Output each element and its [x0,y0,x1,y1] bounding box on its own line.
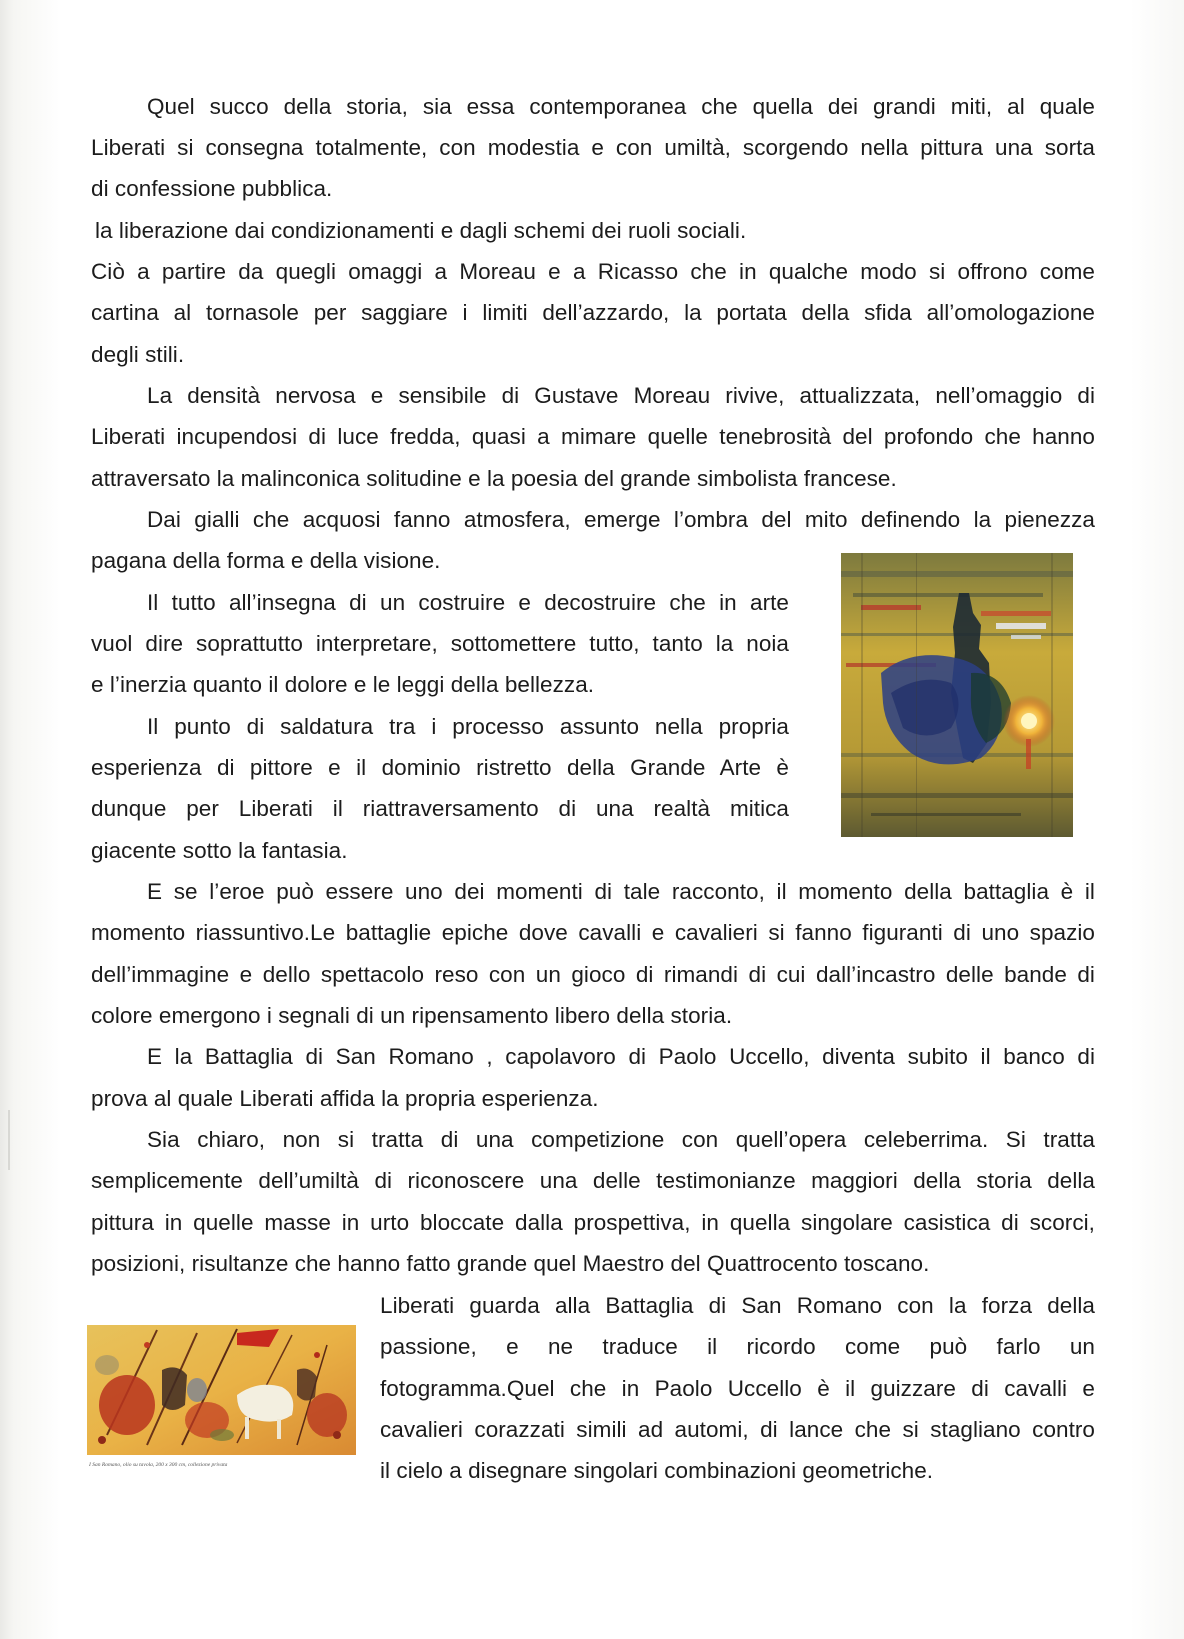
text-line-32: fotogramma.Quel che in Paolo Uccello è il guizzare di cavalli e [380,1376,1095,1401]
moreau-homage-painting [841,553,1073,837]
text-line-26: Sia chiaro, non si tratta di una competizione con quell’opera celeberrima. Si tratta [147,1127,1095,1152]
text-line-5: Ciò a partire da quegli omaggi a Moreau e a Ricasso che in qualche modo si offrono come [91,259,1095,284]
text-line-8: La densità nervosa e sensibile di Gustave Moreau rivive, attualizzata, nell’omaggio di [147,383,1095,408]
text-line-16: Il punto di saldatura tra i processo assunto nella propria [147,714,789,739]
text-line-28: pittura in quelle masse in urto bloccate dalla prospettiva, in quella singolare casistica di scorci, [91,1210,1095,1235]
text-line-11: Dai gialli che acquosi fanno atmosfera, emerge l’ombra del mito definendo la pienezza [147,507,1095,532]
text-line-3: di confessione pubblica. [91,176,333,201]
text-line-12: pagana della forma e della visione. [91,548,441,573]
text-line-15: e l’inerzia quanto il dolore e le leggi della bellezza. [91,672,595,697]
text-line-25: prova al quale Liberati affida la propria esperienza. [91,1086,599,1111]
text-line-23: colore emergono i segnali di un ripensamento libero della storia. [91,1003,733,1028]
text-line-22: dell’immagine e dello spettacolo reso con un gioco di rimandi di cui dall’incastro delle bande di [91,962,1095,987]
text-line-19: giacente sotto la fantasia. [91,838,348,863]
text-line-29: posizioni, risultanze che hanno fatto grande quel Maestro del Quattrocento toscano. [91,1251,930,1276]
text-line-4: la liberazione dai condizionamenti e dagli schemi dei ruoli sociali. [95,218,747,243]
text-line-31: passione, e ne traduce il ricordo come può farlo un [380,1334,1095,1359]
san-romano-painting [87,1325,356,1455]
text-line-9: Liberati incupendosi di luce fredda, quasi a mimare quelle tenebrosità del profondo che hanno [91,424,1095,449]
text-line-10: attraversato la malinconica solitudine e la poesia del grande simbolista francese. [91,466,897,491]
text-line-6: cartina al tornasole per saggiare i limiti dell’azzardo, la portata della sfida all’omologazione [91,300,1095,325]
text-line-27: semplicemente dell’umiltà di riconoscere una delle testimonianze maggiori della storia della [91,1168,1095,1193]
text-line-30: Liberati guarda alla Battaglia di San Romano con la forza della [380,1293,1095,1318]
text-line-7: degli stili. [91,342,185,367]
text-line-18: dunque per Liberati il riattraversamento di una realtà mitica [91,796,789,821]
text-line-17: esperienza di pittore e il dominio ristretto della Grande Arte è [91,755,789,780]
painting-caption: I San Romano, olio su tavola, 200 x 300 cm, collezione privata [89,1462,228,1468]
text-line-13: Il tutto all’insegna di un costruire e decostruire che in arte [147,590,789,615]
text-line-34: il cielo a disegnare singolari combinazioni geometriche. [380,1458,934,1483]
text-line-21: momento riassuntivo.Le battaglie epiche dove cavalli e cavalieri si fanno figuranti di uno spazio [91,920,1095,945]
text-line-14: vuol dire soprattutto interpretare, sottomettere tutto, tanto la noia [91,631,789,656]
text-line-2: Liberati si consegna totalmente, con modestia e con umiltà, scorgendo nella pittura una sorta [91,135,1095,160]
text-line-24: E la Battaglia di San Romano , capolavoro di Paolo Uccello, diventa subito il banco di [147,1044,1095,1069]
text-line-20: E se l’eroe può essere uno dei momenti di tale racconto, il momento della battaglia è il [147,879,1095,904]
scan-margin-mark [8,1110,10,1170]
text-line-1: Quel succo della storia, sia essa contemporanea che quella dei grandi miti, al quale [147,94,1095,119]
text-line-33: cavalieri corazzati simili ad automi, di lance che si stagliano contro [380,1417,1095,1442]
